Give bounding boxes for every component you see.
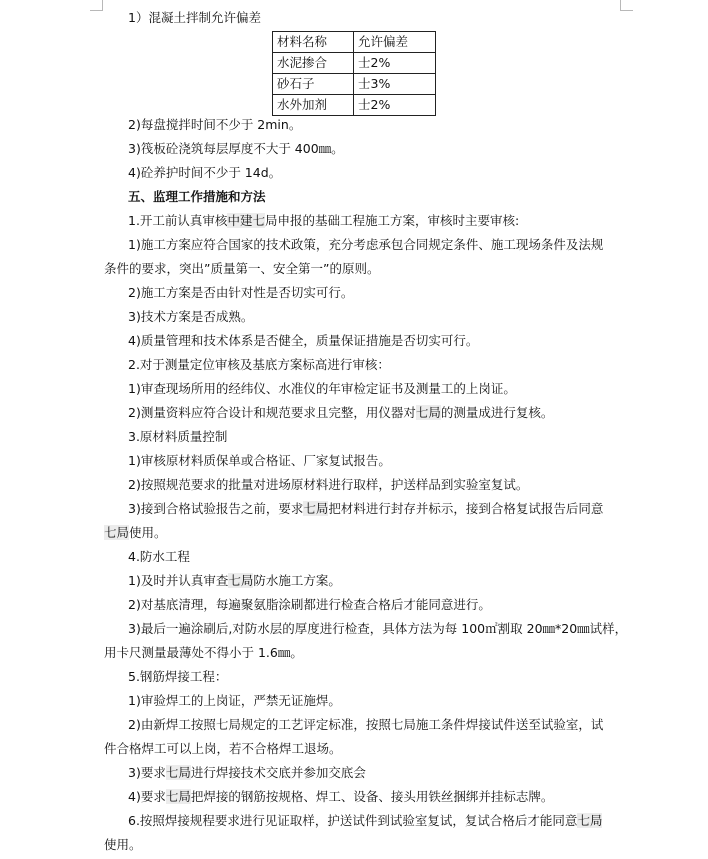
table-header-cell: 允许偏差 (354, 32, 436, 53)
table-row (273, 95, 436, 116)
paragraph-line: 3)接到合格试验报告之前，要求七局把材料进行封存并标示，接到合格复试报告后同意 (128, 501, 604, 516)
paragraph-line: 1)审验焊工的上岗证，严禁无证施焊。 (128, 693, 341, 708)
table-cell: 砂石子 (273, 74, 354, 95)
paragraph-line: 3)最后一遍涂刷后,对防水层的厚度进行检查，具体方法为每 100㎡割取 20㎜*20㎜试样， (128, 621, 628, 636)
section-heading: 五、监理工作措施和方法 (128, 189, 266, 204)
paragraph-line: 2)按照规范要求的批量对进场原材料进行取样，护送样品到实验室复试。 (128, 477, 529, 492)
table-header-row (273, 32, 436, 53)
paragraph-line: 1.开工前认真审核中建七局申报的基础工程施工方案，审核时主要审核: (128, 213, 520, 228)
paragraph-line: 1)审核原材料质保单或合格证、厂家复试报告。 (128, 453, 391, 468)
table-cell: 士2% (354, 95, 436, 116)
paragraph-line: 5.钢筋焊接工程： (128, 669, 228, 684)
paragraph-line: 1)审查现场所用的经纬仪、水准仪的年审检定证书及测量工的上岗证。 (128, 381, 516, 396)
paragraph-line: 1)施工方案应符合国家的技术政策，充分考虑承包合同规定条件、施工现场条件及法规 (128, 237, 604, 252)
paragraph-line: 2)施工方案是否由针对性是否切实可行。 (128, 285, 354, 300)
table-cell: 水外加剂 (273, 95, 354, 116)
table-cell: 水泥掺合 (273, 53, 354, 74)
paragraph-line: 使用。 (104, 837, 142, 852)
table-row (273, 53, 436, 74)
page-corner-mark-left (90, 0, 103, 11)
paragraph-line: 1）混凝土拌制允许偏差 (128, 10, 261, 25)
paragraph-line: 4)质量管理和技术体系是否健全，质量保证措施是否切实可行。 (128, 333, 479, 348)
paragraph-line: 4)砼养护时间不少于 14d。 (128, 165, 282, 180)
paragraph-line: 2)每盘搅拌时间不少于 2min。 (128, 117, 302, 132)
table-cell: 士2% (354, 53, 436, 74)
paragraph-line: 条件的要求，突出”质量第一、安全第一”的原则。 (104, 261, 380, 276)
paragraph-line: 2)对基底清理，每遍聚氨脂涂刷都进行检查合格后才能同意进行。 (128, 597, 491, 612)
paragraph-line: 6.按照焊接规程要求进行见证取样，护送试件到试验室复试，复试合格后才能同意七局 (128, 813, 603, 828)
deviation-table (272, 31, 436, 116)
paragraph-line: 4)要求七局把焊接的钢筋按规格、焊工、设备、接头用铁丝捆绑并挂标志牌。 (128, 789, 554, 804)
paragraph-line: 2)测量资料应符合设计和规范要求且完整，用仪器对七局的测量成进行复核。 (128, 405, 554, 420)
paragraph-line: 4.防水工程 (128, 549, 190, 564)
paragraph-line: 2)由新焊工按照七局规定的工艺评定标准，按照七局施工条件焊接试件送至试验室，试 (128, 717, 604, 732)
paragraph-line: 3.原材料质量控制 (128, 429, 228, 444)
paragraph-line: 3)技术方案是否成熟。 (128, 309, 254, 324)
table-cell: 士3% (354, 74, 436, 95)
paragraph-line: 2.对于测量定位审核及基底方案标高进行审核： (128, 357, 390, 372)
paragraph-line: 件合格焊工可以上岗，若不合格焊工退场。 (104, 741, 342, 756)
paragraph-line: 1)及时并认真审查七局防水施工方案。 (128, 573, 341, 588)
paragraph-line: 3)要求七局进行焊接技术交底并参加交底会 (128, 765, 366, 780)
table-header-cell: 材料名称 (273, 32, 354, 53)
paragraph-line: 用卡尺测量最薄处不得小于 1.6㎜。 (104, 645, 303, 660)
table-row (273, 74, 436, 95)
paragraph-line: 3)筏板砼浇筑每层厚度不大于 400㎜。 (128, 141, 344, 156)
paragraph-line: 七局使用。 (104, 525, 167, 540)
